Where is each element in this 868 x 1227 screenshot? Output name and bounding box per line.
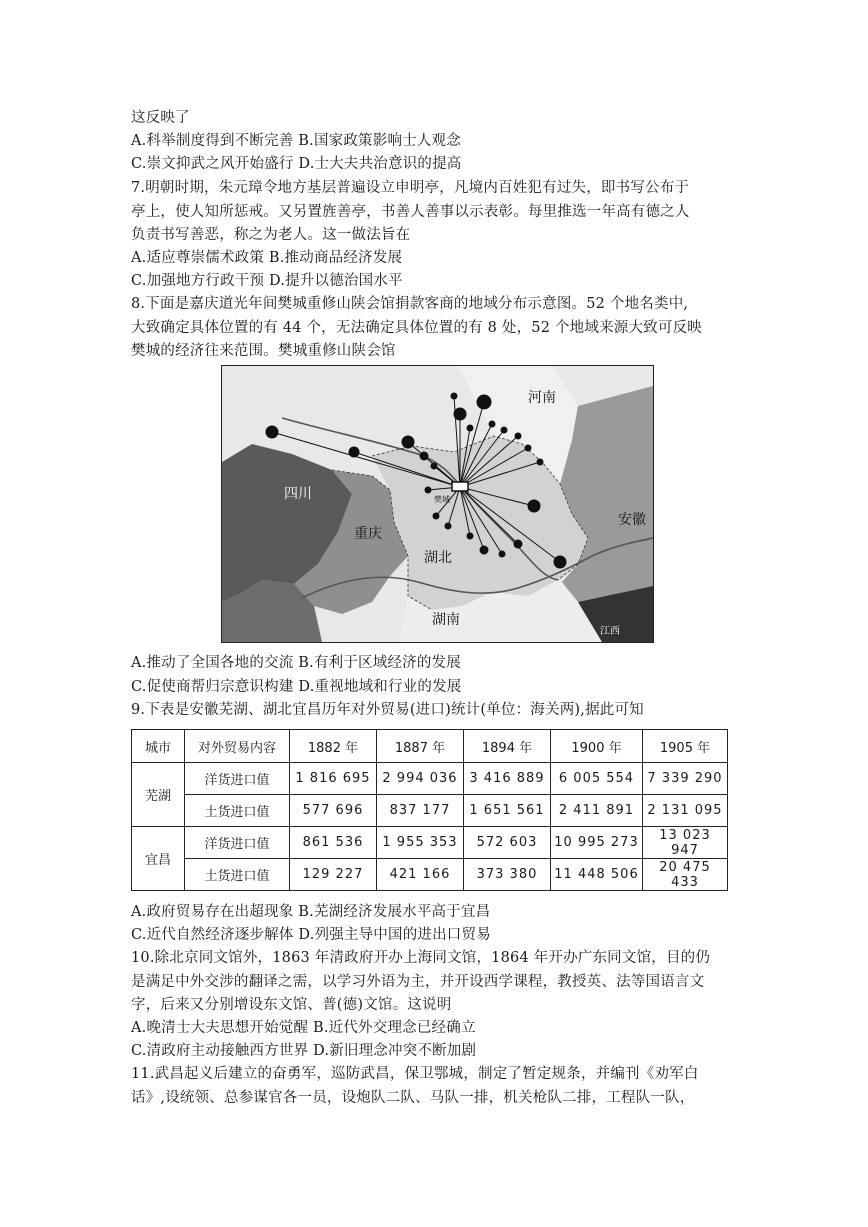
value-cell: 421 166 — [377, 859, 464, 891]
option-line: A.科举制度得到不断完善 B.国家政策影响士人观念 — [131, 133, 461, 149]
label-jiangxi: 江西 — [600, 626, 620, 637]
origin-point — [467, 533, 473, 539]
question-8: 8.下面是嘉庆道光年间樊城重修山陕会馆捐款客商的地域分布示意图。52 个地名类中, — [131, 296, 689, 312]
table-row — [132, 795, 728, 827]
label-anhui: 安徽 — [618, 512, 646, 528]
value-cell: 837 177 — [377, 795, 464, 827]
label-fancheng: 樊城 — [434, 495, 450, 504]
text-line: 是满足中外交涉的翻译之需，以学习外语为主，并开设西学课程，教授英、法等国语言文 — [131, 974, 705, 990]
text-line: 话》,设统领、总参谋官各一员，设炮队二队、马队一排，机关枪队二排，工程队一队， — [131, 1090, 695, 1106]
value-cell: 129 227 — [290, 859, 377, 891]
origin-point — [349, 447, 359, 457]
option-line: C.崇文抑武之风开始盛行 D.士大夫共治意识的提高 — [131, 156, 462, 172]
value-cell: 2 994 036 — [377, 763, 464, 795]
city-cell: 芜湖 — [132, 763, 185, 827]
value-cell: 1 651 561 — [464, 795, 551, 827]
option-line: A.晚清士大夫思想开始觉醒 B.近代外交理念已经确立 — [131, 1020, 476, 1036]
origin-point — [451, 393, 457, 399]
header-cell: 1887 年 — [377, 730, 464, 763]
item-cell: 土货进口值 — [185, 795, 290, 827]
value-cell: 13 023 947 — [643, 827, 728, 859]
value-cell: 2 131 095 — [643, 795, 728, 827]
label-chongqing: 重庆 — [354, 526, 382, 542]
value-cell: 861 536 — [290, 827, 377, 859]
header-cell: 1900 年 — [551, 730, 643, 763]
origin-point — [431, 463, 437, 469]
value-cell: 7 339 290 — [643, 763, 728, 795]
origin-point — [537, 459, 543, 465]
fancheng-hub — [452, 482, 468, 491]
merchant-distribution-map — [221, 365, 654, 643]
option-line: C.加强地方行政干预 D.提升以德治国水平 — [131, 273, 403, 289]
question-9: 9.下表是安徽芜湖、湖北宜昌历年对外贸易(进口)统计(单位：海关两),据此可知 — [131, 702, 644, 718]
value-cell: 1 955 353 — [377, 827, 464, 859]
origin-point — [528, 500, 540, 512]
origin-point — [515, 433, 521, 439]
option-line: A.推动了全国各地的交流 B.有利于区域经济的发展 — [131, 655, 461, 671]
label-hubei: 湖北 — [424, 550, 452, 566]
header-cell: 1882 年 — [290, 730, 377, 763]
item-cell: 土货进口值 — [185, 859, 290, 891]
origin-point — [402, 436, 414, 448]
value-cell: 3 416 889 — [464, 763, 551, 795]
value-cell: 373 380 — [464, 859, 551, 891]
table-row — [132, 763, 728, 795]
header-cell: 1905 年 — [643, 730, 728, 763]
header-cell: 1894 年 — [464, 730, 551, 763]
origin-point — [525, 445, 531, 451]
text-line: 这反映了 — [131, 110, 190, 126]
label-sichuan: 四川 — [284, 486, 312, 502]
origin-point — [514, 540, 522, 548]
origin-point — [425, 487, 431, 493]
value-cell: 2 411 891 — [551, 795, 643, 827]
text-line: 亭上，使人知所惩戒。又另置旌善亭，书善人善事以示表彰。每里推选一年高有德之人 — [131, 204, 690, 220]
item-cell: 洋货进口值 — [185, 763, 290, 795]
text-line: 大致确定具体位置的有 44 个，无法确定具体位置的有 8 处，52 个地域来源大致可反映 — [131, 320, 702, 336]
option-line: C.近代自然经济逐步解体 D.列强主导中国的进出口贸易 — [131, 927, 491, 943]
option-line: C.促使商帮归宗意识构建 D.重视地域和行业的发展 — [131, 679, 462, 695]
origin-point — [266, 426, 278, 438]
origin-point — [501, 427, 507, 433]
text-line: 樊城的经济往来范围。樊城重修山陕会馆 — [131, 343, 396, 359]
text-line: 负责书写善恶，称之为老人。这一做法旨在 — [131, 227, 411, 243]
origin-point — [445, 523, 451, 529]
table-row — [132, 859, 728, 891]
value-cell: 10 995 273 — [551, 827, 643, 859]
option-line: C.清政府主动接触西方世界 D.新旧理念冲突不断加剧 — [131, 1043, 477, 1059]
value-cell: 20 475 433 — [643, 859, 728, 891]
value-cell: 1 816 695 — [290, 763, 377, 795]
question-10: 10.除北京同文馆外，1863 年清政府开办上海同文馆，1864 年开办广东同文馆，目的仍 — [131, 950, 711, 966]
table-row — [132, 827, 728, 859]
origin-point — [454, 408, 466, 420]
text-line: 字，后来又分别增设东文馆、普(德)文馆。这说明 — [131, 997, 452, 1013]
origin-point — [477, 395, 491, 409]
city-cell: 宜昌 — [132, 827, 185, 891]
value-cell: 11 448 506 — [551, 859, 643, 891]
origin-point — [433, 513, 439, 519]
table-header-row — [132, 730, 728, 763]
header-cell: 对外贸易内容 — [185, 730, 290, 763]
label-hunan: 湖南 — [432, 612, 460, 628]
header-cell: 城市 — [132, 730, 185, 763]
question-7: 7.明朝时期，朱元璋令地方基层普遍设立申明亭，凡境内百姓犯有过失，即书写公布于 — [131, 180, 690, 196]
origin-point — [554, 556, 566, 568]
origin-point — [467, 425, 473, 431]
origin-point — [489, 421, 495, 427]
origin-point — [480, 546, 488, 554]
option-line: A.政府贸易存在出超现象 B.芜湖经济发展水平高于宜昌 — [131, 904, 491, 920]
origin-point — [499, 551, 505, 557]
value-cell: 6 005 554 — [551, 763, 643, 795]
question-11: 11.武昌起义后建立的奋勇军，巡防武昌，保卫鄂城，制定了暂定规条，并编刊《劝军白 — [131, 1066, 699, 1082]
option-line: A.适应尊崇儒术政策 B.推动商品经济发展 — [131, 250, 403, 266]
item-cell: 洋货进口值 — [185, 827, 290, 859]
value-cell: 572 603 — [464, 827, 551, 859]
label-henan: 河南 — [528, 390, 556, 406]
trade-table — [131, 729, 728, 891]
origin-point — [420, 452, 428, 460]
value-cell: 577 696 — [290, 795, 377, 827]
